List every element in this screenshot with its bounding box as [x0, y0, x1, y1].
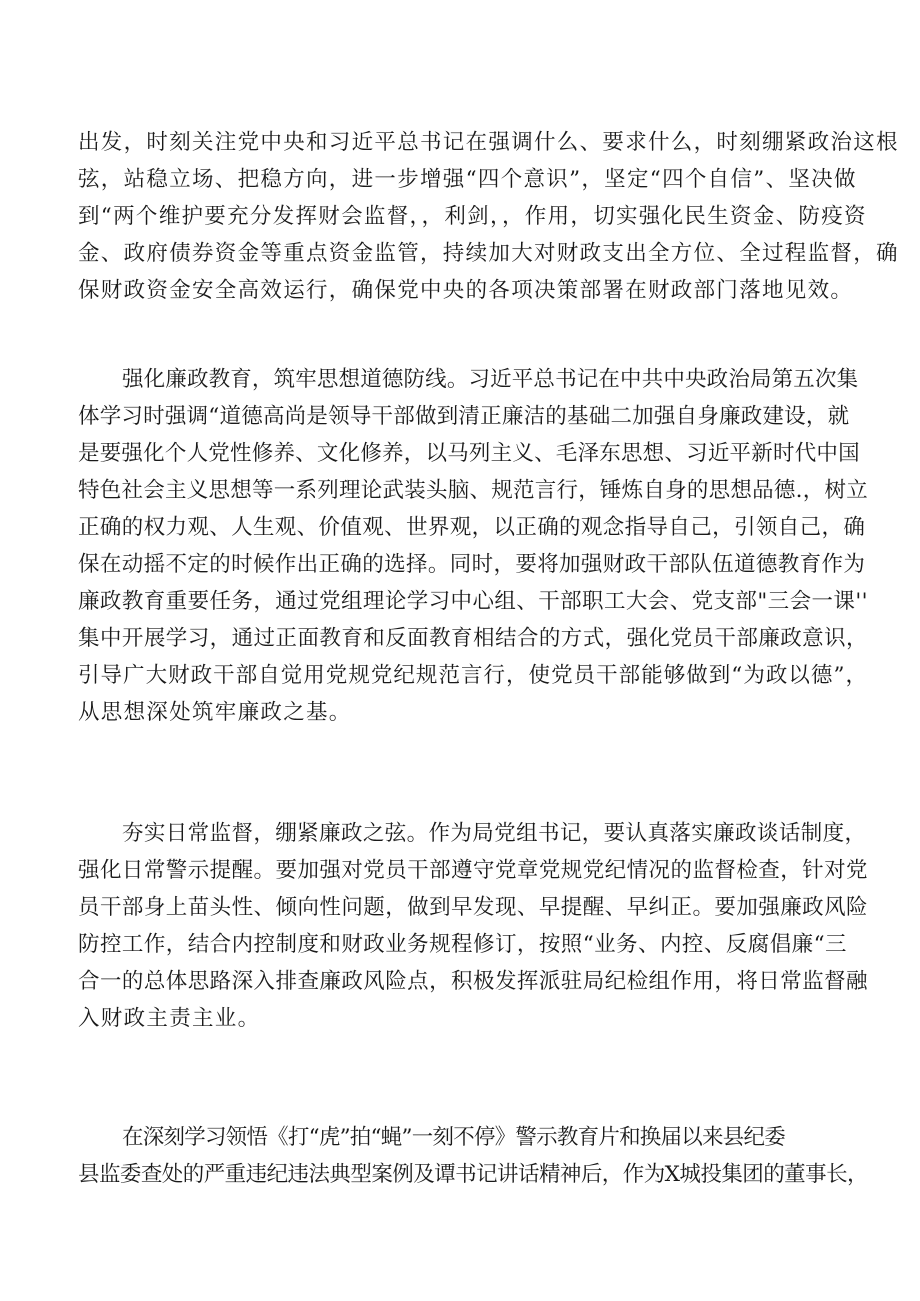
text-line: 入财政主责主业。	[78, 1006, 261, 1031]
text-line: 正确的权力观、人生观、价值观、世界观，以正确的观念指导自己，引领自己，确	[78, 515, 866, 540]
paragraph-3	[78, 815, 868, 1037]
text-line: 弦，站稳立场、把稳方向，进一步增强“四个意识”，坚定“四个自信”、坚决做	[78, 167, 857, 192]
text-line: 特色社会主义思想等一系列理论武装头脑、规范言行，锤炼自身的思想品德.，树立	[78, 478, 868, 503]
text-line: 在深刻学习领悟《打“虎”拍“蝇”一刻不停》警示教育片和换届以来县纪委	[122, 1125, 785, 1150]
text-line: 强化日常警示提醒。要加强对党员干部遵守党章党规党纪情况的监督检查，针对党	[78, 858, 868, 883]
text-line: 保财政资金安全高效运行，确保党中央的各项决策部署在财政部门落地见效。	[78, 278, 854, 303]
paragraph-4	[78, 1119, 868, 1193]
text-line: 出发，时刻关注党中央和习近平总书记在强调什么、要求什么，时刻绷紧政治这根	[78, 130, 899, 155]
text-line: 夯实日常监督，绷紧廉政之弦。作为局党组书记，要认真落实廉政谈话制度，	[122, 821, 867, 846]
text-line: 合一的总体思路深入排查廉政风险点，积极发挥派驻局纪检组作用，将日常监督融	[78, 969, 868, 994]
text-line: 强化廉政教育，筑牢思想道德防线。习近平总书记在中共中央政治局第五次集	[122, 367, 859, 392]
text-line: 是要强化个人党性修养、文化修养，以马列主义、毛泽东思想、习近平新时代中国	[78, 441, 860, 466]
paragraph-1	[78, 124, 899, 309]
text-line: 引导广大财政干部自觉用党规党纪规范言行，使党员干部能够做到“为政以德”，	[78, 663, 868, 688]
text-line: 到“两个维护要充分发挥财会监督，，利剑，，作用，切实强化民生资金、防疫资	[78, 204, 867, 229]
text-line: 体学习时强调“道德高尚是领导干部做到清正廉洁的基础二加强自身廉政建设，就	[78, 404, 850, 429]
text-line: 金、政府债券资金等重点资金监管，持续加大对财政支出全方位、全过程监督，确	[78, 241, 899, 266]
text-line: 保在动摇不定的时候作出正确的选择。同时，要将加强财政干部队伍道德教育作为	[78, 552, 866, 577]
text-line: 廉政教育重要任务，通过党组理论学习中心组、干部职工大会、党支部"三会一课''	[78, 589, 868, 614]
paragraph-2	[78, 361, 868, 731]
text-line: 防控工作，结合内控制度和财政业务规程修订，按照“业务、内控、反腐倡廉“三	[78, 932, 847, 957]
text-line: 集中开展学习，通过正面教育和反面教育相结合的方式，强化党员干部廉政意识，	[78, 626, 868, 651]
text-line: 县监委查处的严重违纪违法典型案例及谭书记讲话精神后，作为X城投集团的董事长，	[78, 1162, 868, 1187]
text-line: 从思想深处筑牢廉政之基。	[78, 700, 352, 725]
text-line: 员干部身上苗头性、倾向性问题，做到早发现、早提醒、早纠正。要加强廉政风险	[78, 895, 868, 920]
